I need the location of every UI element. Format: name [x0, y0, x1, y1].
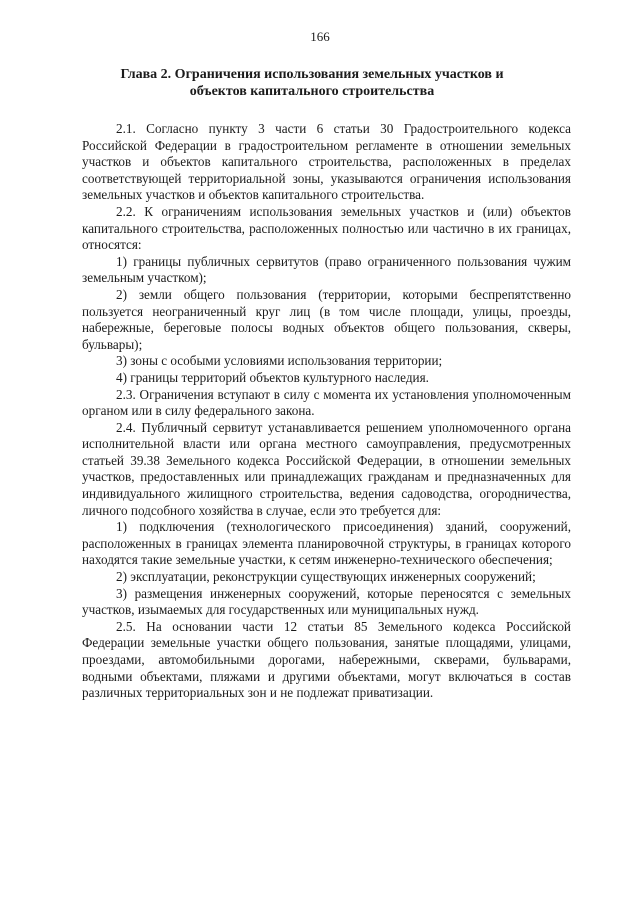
list-item-connection: 1) подключения (технологического присоединения) зданий, сооружений, расположенных в границах элемента планировочной структуры, в границах которого находятся такие земельные участки, к сетям инженерно-технического обеспечения; — [82, 519, 571, 568]
paragraph-2-5: 2.5. На основании части 12 статьи 85 Земельного кодекса Российской Федерации земельные участки общего пользования, занятые площадями, улицами, проездами, автомобильными дорогами, набережными, скверами, бульварами, водными объектами, пляжами и другими объектами, могут включаться в состав различных территориальных зон и не подлежат приватизации. — [82, 618, 571, 701]
chapter-title: Глава 2. Ограничения использования земельных участков и объектов капитального строительства — [120, 67, 504, 99]
list-item-public-lands: 2) земли общего пользования (территории, которыми беспрепятственно пользуется неограниченный круг лиц (в том числе площади, улицы, проезды, набережные, береговые полосы водных объектов общего пользования, скверы, бульвары); — [82, 286, 571, 352]
paragraph-2-4: 2.4. Публичный сервитут устанавливается решением уполномоченного органа исполнительной власти или органа местного самоуправления, предусмотренных статьей 39.38 Земельного кодекса Российской Федерации, в отношении земельных участков, предоставленных или принадлежащих гражданам и предназначенных для индивидуального жилищного строительства, ведения садоводства, огородничества, личного подсобного хозяйства в случае, если это требуется для: — [82, 419, 571, 518]
list-item-operation: 2) эксплуатации, реконструкции существующих инженерных сооружений; — [116, 569, 536, 585]
list-item-special-zones: 3) зоны с особыми условиями использования территории; — [116, 353, 443, 369]
document-body — [82, 121, 571, 702]
paragraph-2-3: 2.3. Ограничения вступают в силу с момента их установления уполномоченным органом или в силу федерального закона. — [82, 386, 571, 419]
list-item-public-servitudes: 1) границы публичных сервитутов (право ограниченного пользования чужим земельным участком); — [82, 253, 571, 286]
paragraph-2-1: 2.1. Согласно пункту 3 части 6 статьи 30 Градостроительного кодекса Российской Федерации в градостроительном регламенте в отношении земельных участков и объектов капитального строительства, расположенных в пределах соответствующей территориальной зоны, указываются ограничения использования земельных участков и объектов капитального строительства. — [82, 121, 571, 203]
paragraph-2-2: 2.2. К ограничениям использования земельных участков и (или) объектов капитального строительства, расположенных полностью или частично в их границах, относятся: — [82, 203, 571, 253]
list-item-placement: 3) размещения инженерных сооружений, которые переносятся с земельных участков, изымаемых для государственных или муниципальных нужд. — [82, 585, 571, 618]
page-number: 166 — [310, 29, 330, 44]
list-item-cultural-heritage: 4) границы территорий объектов культурного наследия. — [116, 369, 429, 385]
